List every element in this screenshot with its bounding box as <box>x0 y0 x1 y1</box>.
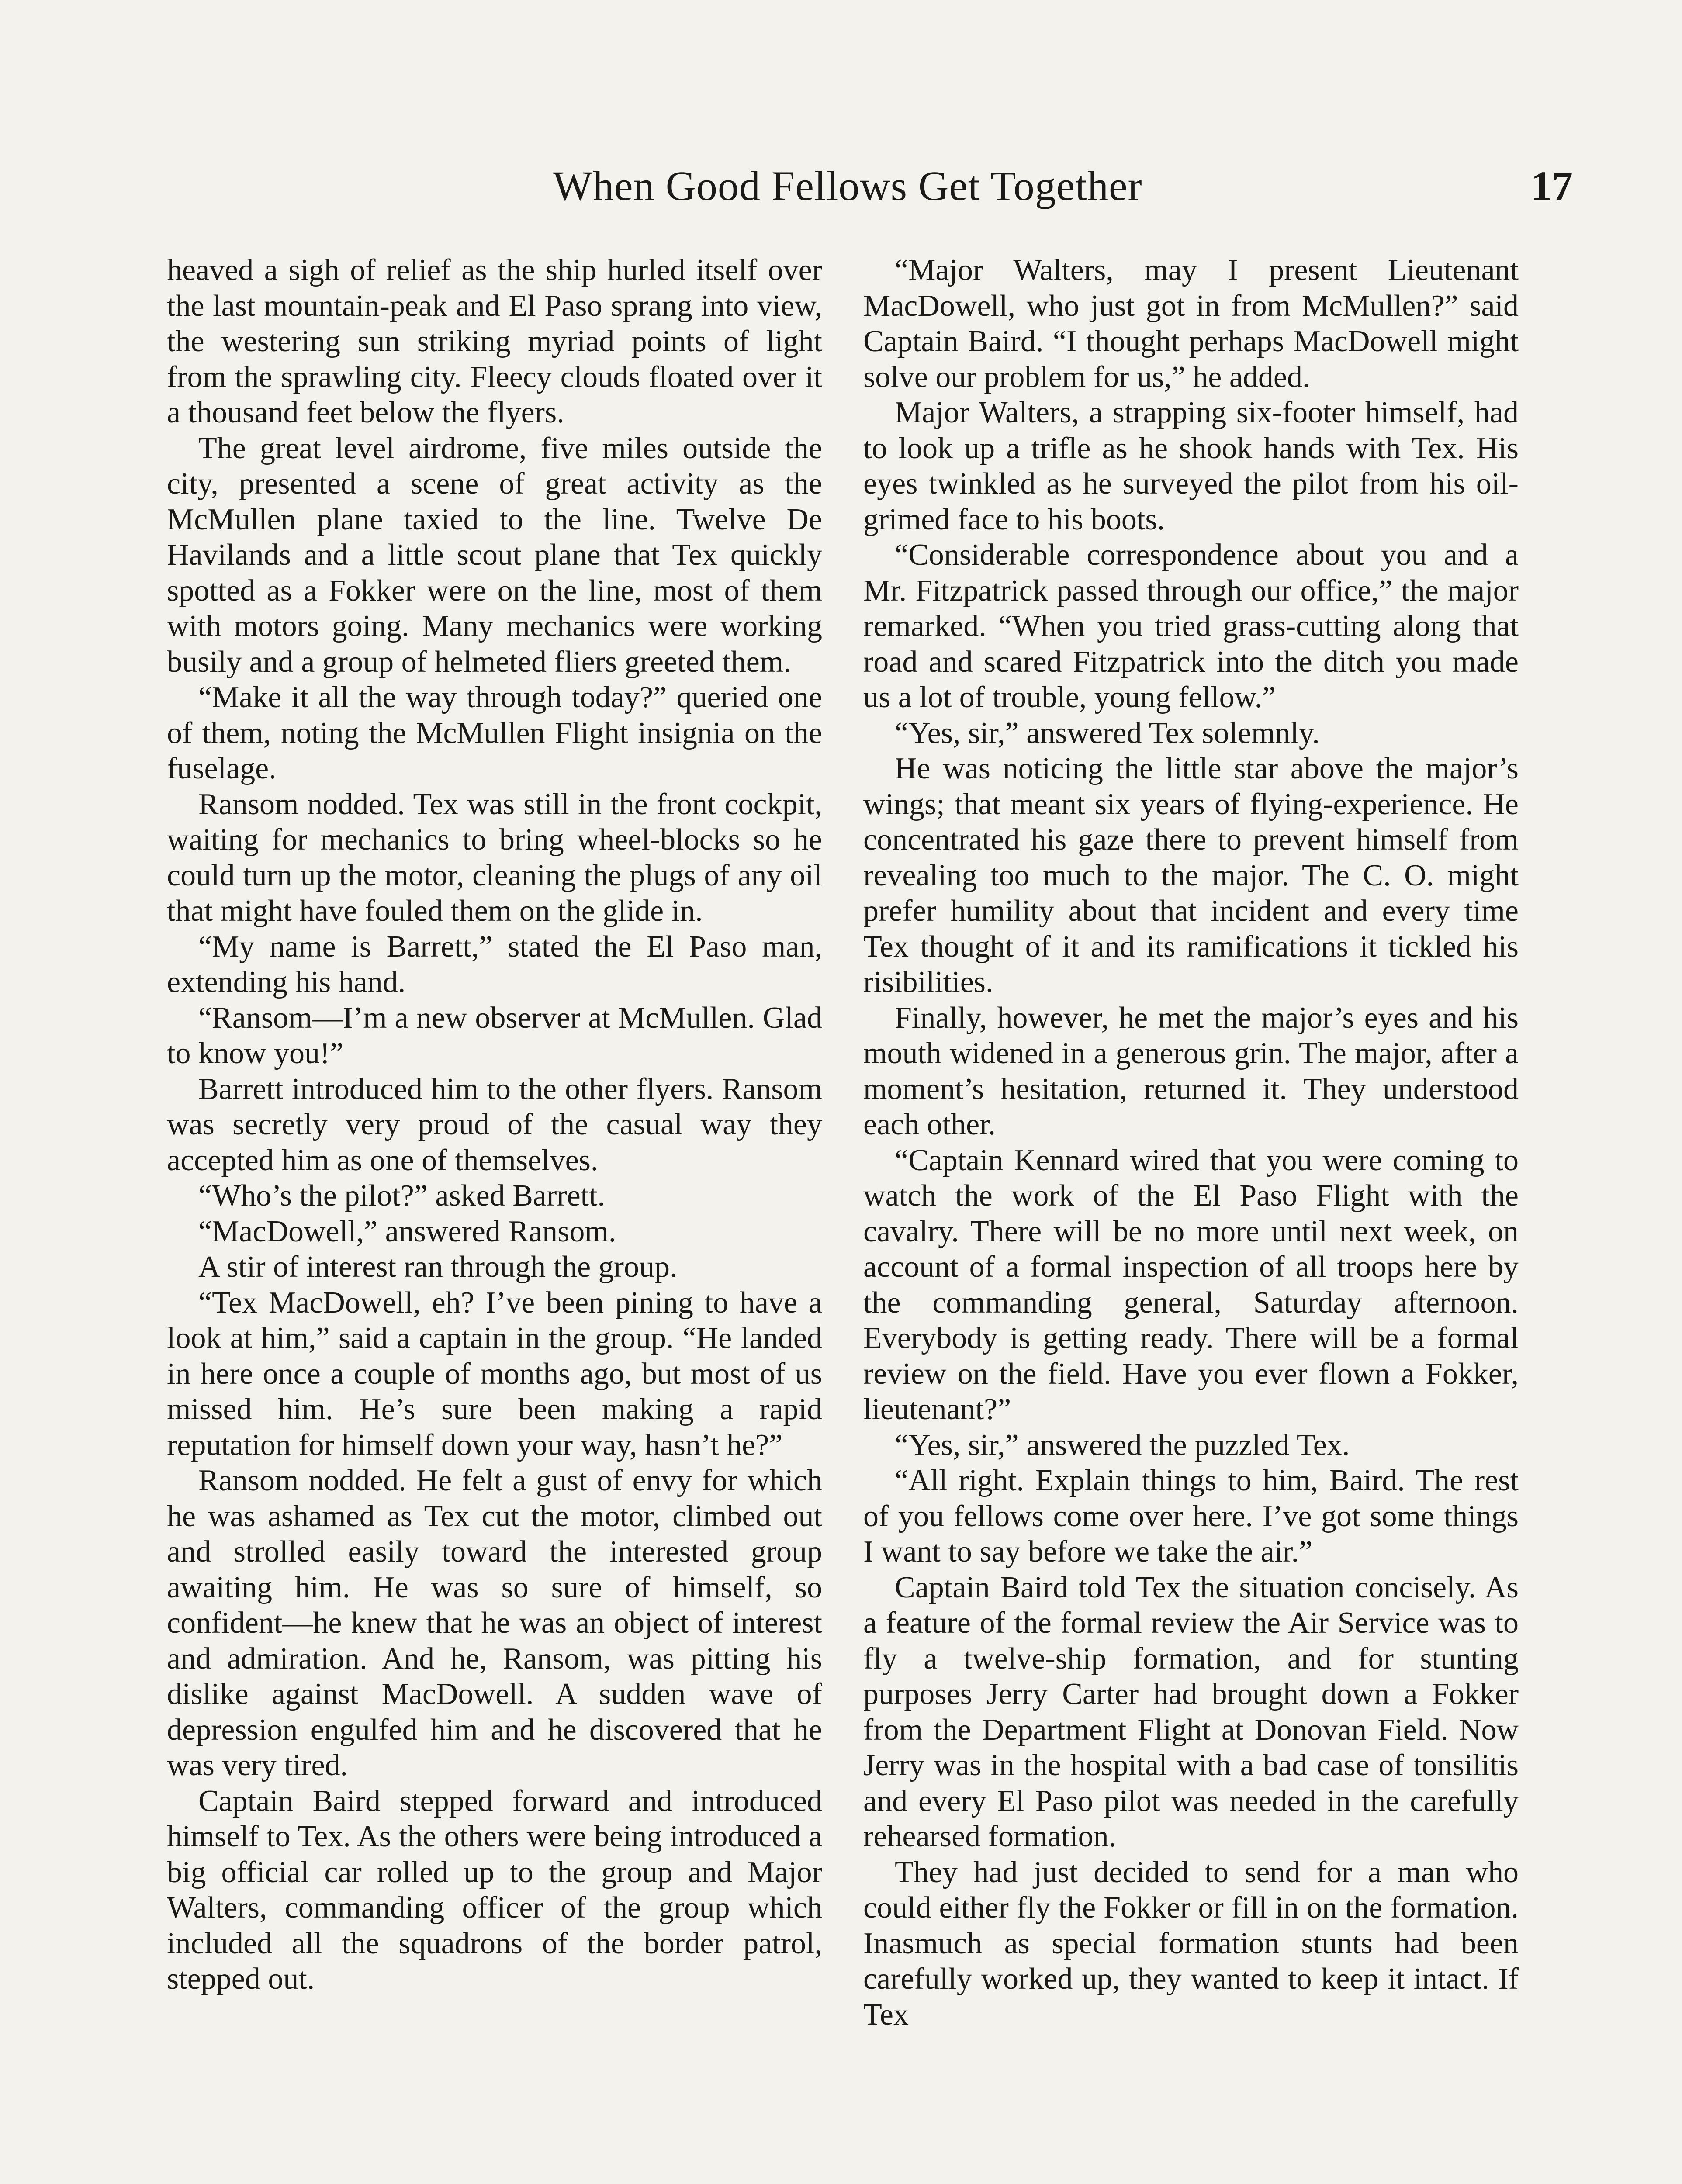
running-header <box>166 162 1573 227</box>
page-number: 17 <box>1531 162 1573 209</box>
paragraph: “Ransom—I’m a new observer at McMullen. Glad to know you!” <box>167 1001 822 1070</box>
paragraph: “MacDowell,” answered Ransom. <box>198 1214 616 1248</box>
paragraph: “Tex MacDowell, eh? I’ve been pining to have a look at him,” said a captain in the group. “He landed in here once a couple of months ago, but most of us missed him. He’s sure been making a rapid reputation for himself down your way, hasn’t he?” <box>167 1286 822 1462</box>
paragraph: Ransom nodded. Tex was still in the front cockpit, waiting for mechanics to bring wheel-blocks so he could turn up the motor, cleaning the plugs of any oil that might have fouled them on the glide in. <box>167 787 822 928</box>
paragraph: Barrett introduced him to the other flyers. Ransom was secretly very proud of the casual way they accepted him as one of themselves. <box>167 1072 822 1177</box>
paragraph: “Major Walters, may I present Lieutenant MacDowell, who just got in from McMullen?” said Captain Baird. “I thought perhaps MacDowell might solve our problem for us,” he added. <box>863 253 1519 394</box>
left-column <box>167 252 822 1997</box>
paragraph: “Who’s the pilot?” asked Barrett. <box>198 1179 606 1213</box>
paragraph: “My name is Barrett,” stated the El Paso man, extending his hand. <box>167 930 822 999</box>
paragraph: “Yes, sir,” answered the puzzled Tex. <box>895 1428 1350 1462</box>
right-column <box>863 252 1519 2032</box>
paragraph: He was noticing the little star above the major’s wings; that meant six years of flying-experience. He concentrated his gaze there to prevent himself from revealing too much to the major. The C. O. might prefer humility about that incident and every time Tex thought of it and its ramifications it tickled his risibilities. <box>863 752 1519 999</box>
paragraph: The great level airdrome, five miles outside the city, presented a scene of great activity as the McMullen plane taxied to the line. Twelve De Havilands and a little scout plane that Tex quickly spotted as a Fokker were on the line, most of them with motors going. Many mechanics were working busily and a group of helmeted fliers greeted them. <box>167 431 822 679</box>
paragraph: Ransom nodded. He felt a gust of envy for which he was ashamed as Tex cut the motor, climbed out and strolled easily toward the interested group awaiting him. He was so sure of himself, so confident—he knew that he was an object of interest and admiration. And he, Ransom, was pitting his dislike against MacDowell. A sudden wave of depression engulfed him and he discovered that he was very tired. <box>167 1464 822 1782</box>
paragraph: “Make it all the way through today?” queried one of them, noting the McMullen Flight insignia on the fuselage. <box>167 681 822 785</box>
paragraph: Captain Baird told Tex the situation concisely. As a feature of the formal review the Air Service was to fly a twelve-ship formation, and for stunting purposes Jerry Carter had brought down a Fokker from the Department Flight at Donovan Field. Now Jerry was in the hospital with a bad case of tonsilitis and every El Paso pilot was needed in the carefully rehearsed formation. <box>863 1570 1519 1853</box>
paragraph: A stir of interest ran through the group. <box>198 1250 678 1284</box>
paragraph: Finally, however, he met the major’s eyes and his mouth widened in a generous grin. The major, after a moment’s hesitation, returned it. They understood each other. <box>863 1001 1519 1141</box>
paragraph: “Considerable correspondence about you and a Mr. Fitzpatrick passed through our office,” the major remarked. “When you tried grass-cutting along that road and scared Fitzpatrick into the ditch you made us a lot of trouble, young fellow.” <box>863 538 1519 714</box>
paragraph: “Yes, sir,” answered Tex solemnly. <box>895 716 1320 750</box>
paragraph: “All right. Explain things to him, Baird. The rest of you fellows come over here. I’ve got some things I want to say before we take the air.” <box>863 1464 1519 1569</box>
paragraph: Major Walters, a strapping six-footer himself, had to look up a trifle as he shook hands with Tex. His eyes twinkled as he surveyed the pilot from his oil-grimed face to his boots. <box>863 396 1519 536</box>
paragraph: “Captain Kennard wired that you were coming to watch the work of the El Paso Flight with the cavalry. There will be no more until next week, on account of a formal inspection of all troops here by the commanding general, Saturday afternoon. Everybody is getting ready. There will be a formal review on the field. Have you ever flown a Fokker, lieutenant?” <box>863 1143 1519 1426</box>
paragraph: Captain Baird stepped forward and introduced himself to Tex. As the others were being introduced a big official car rolled up to the group and Major Walters, commanding officer of the group which included all the squadrons of the border patrol, stepped out. <box>167 1784 822 1996</box>
paragraph: heaved a sigh of relief as the ship hurled itself over the last mountain-peak and El Paso sprang into view, the westering sun striking myriad points of light from the sprawling city. Fleecy clouds floated over it a thousand feet below the flyers. <box>167 253 822 429</box>
running-title: When Good Fellows Get Together <box>553 162 1142 209</box>
paragraph: They had just decided to send for a man who could either fly the Fokker or fill in on the formation. Inasmuch as special formation stunts had been carefully worked up, they wanted to keep it intact. If Tex <box>863 1855 1519 2032</box>
